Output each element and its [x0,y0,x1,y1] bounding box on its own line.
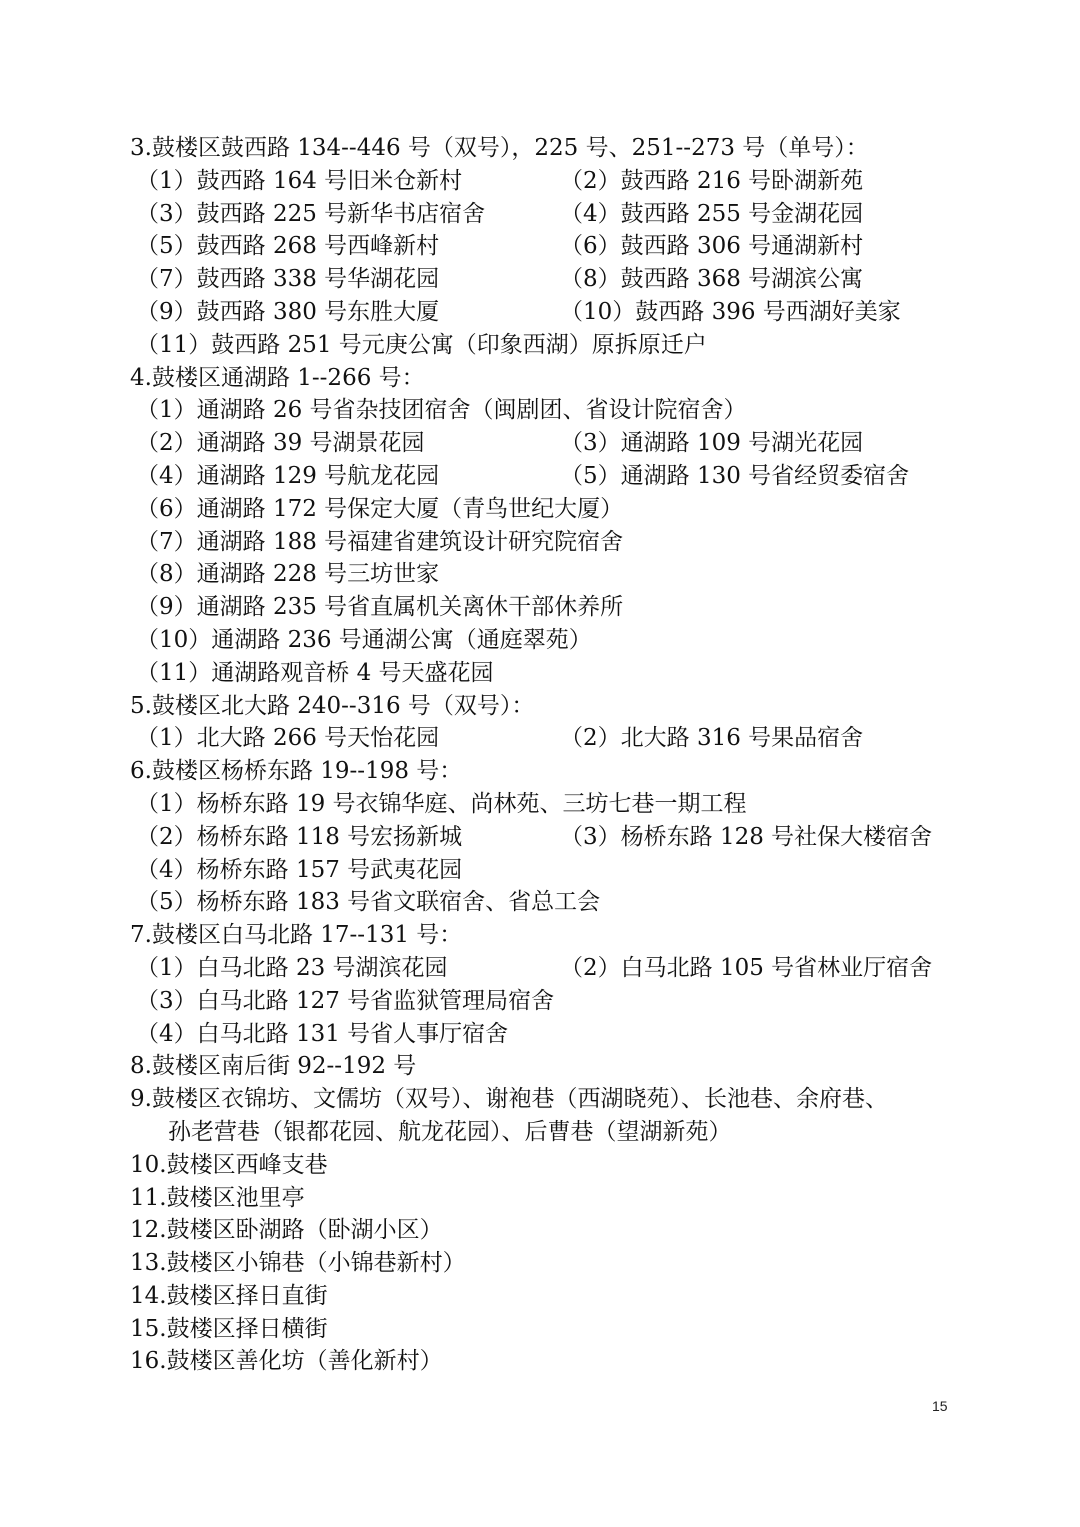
list-item: （3）杨桥东路 128 号社保大楼宿舍 [560,823,933,850]
list-item: （5）通湖路 130 号省经贸委宿舍 [560,462,910,489]
list-item: （4）鼓西路 255 号金湖花园 [560,200,864,227]
list-item-pair [130,165,960,198]
list-item: （8）通湖路 228 号三坊世家 [136,561,440,588]
section-heading-continuation: 孙老营巷（银都花园、航龙花园）、后曹巷（望湖新苑） [168,1118,732,1145]
list-item: （1）白马北路 23 号湖滨花园 [136,954,448,981]
section-heading: 12.鼓楼区卧湖路（卧湖小区） [130,1217,443,1244]
list-item: （10）通湖路 236 号通湖公寓（通庭翠苑） [136,626,592,653]
document-body [130,132,960,1378]
section-heading: 4.鼓楼区通湖路 1--266 号： [130,364,425,391]
list-item: （10）鼓西路 396 号西湖好美家 [560,298,901,325]
section-heading: 3.鼓楼区鼓西路 134--446 号（双号），225 号、251--273 号（单号）： [130,135,869,161]
list-item: （1）鼓西路 164 号旧米仓新村 [136,167,463,194]
list-item: （11）通湖路观音桥 4 号天盛花园 [136,659,494,686]
list-item: （1）北大路 266 号天怡花园 [136,725,440,752]
section-heading: 13.鼓楼区小锦巷（小锦巷新村） [130,1250,466,1277]
section-heading: 9.鼓楼区衣锦坊、文儒坊（双号）、谢袍巷（西湖晓苑）、长池巷、余府巷、 [130,1086,888,1113]
page-number: 15 [932,1398,948,1414]
list-item: （2）通湖路 39 号湖景花园 [136,430,425,457]
section-heading: 16.鼓楼区善化坊（善化新村） [130,1348,443,1375]
list-item: （6）通湖路 172 号保定大厦（青鸟世纪大厦） [136,495,624,522]
section-heading: 7.鼓楼区白马北路 17--131 号： [130,922,463,949]
list-item: （9）通湖路 235 号省直属机关离休干部休养所 [136,594,624,621]
list-item: （3）白马北路 127 号省监狱管理局宿舍 [136,987,555,1014]
list-item: （4）白马北路 131 号省人事厅宿舍 [136,1020,509,1047]
list-item-pair [130,460,960,493]
list-item-pair [130,821,960,854]
list-item: （2）鼓西路 216 号卧湖新苑 [560,167,864,194]
list-item: （11）鼓西路 251 号元庚公寓（印象西湖）原拆原迁户 [136,331,707,358]
list-item-pair [130,263,960,296]
list-item: （3）通湖路 109 号湖光花园 [560,430,864,457]
list-item-pair [130,198,960,231]
list-item: （4）通湖路 129 号航龙花园 [136,462,440,489]
list-item: （7）鼓西路 338 号华湖花园 [136,266,440,293]
section-heading: 10.鼓楼区西峰支巷 [130,1151,328,1178]
list-item: （6）鼓西路 306 号通湖新村 [560,233,864,260]
list-item: （1）杨桥东路 19 号衣锦华庭、尚林苑、三坊七巷一期工程 [136,790,747,817]
list-item-pair [130,427,960,460]
list-item: （1）通湖路 26 号省杂技团宿舍（闽剧团、省设计院宿舍） [136,397,747,424]
list-item: （2）杨桥东路 118 号宏扬新城 [136,823,463,850]
section-heading: 6.鼓楼区杨桥东路 19--198 号： [130,758,463,785]
list-item-pair [130,722,960,755]
section-heading: 14.鼓楼区择日直街 [130,1282,328,1309]
list-item: （2）北大路 316 号果品宿舍 [560,725,864,752]
list-item-pair [130,296,960,329]
list-item: （9）鼓西路 380 号东胜大厦 [136,298,440,325]
list-item: （4）杨桥东路 157 号武夷花园 [136,856,463,883]
list-item: （7）通湖路 188 号福建省建筑设计研究院宿舍 [136,528,624,555]
list-item: （8）鼓西路 368 号湖滨公寓 [560,266,864,293]
section-heading: 15.鼓楼区择日横街 [130,1315,328,1342]
section-heading: 11.鼓楼区池里亭 [130,1184,305,1211]
section-heading: 5.鼓楼区北大路 240--316 号（双号）： [130,692,535,719]
list-item-pair [130,230,960,263]
list-item-pair [130,952,960,985]
list-item: （3）鼓西路 225 号新华书店宿舍 [136,200,486,227]
section-heading: 8.鼓楼区南后街 92--192 号 [130,1053,417,1080]
list-item: （5）杨桥东路 183 号省文联宿舍、省总工会 [136,889,601,916]
list-item: （2）白马北路 105 号省林业厅宿舍 [560,954,933,981]
list-item: （5）鼓西路 268 号西峰新村 [136,233,440,260]
